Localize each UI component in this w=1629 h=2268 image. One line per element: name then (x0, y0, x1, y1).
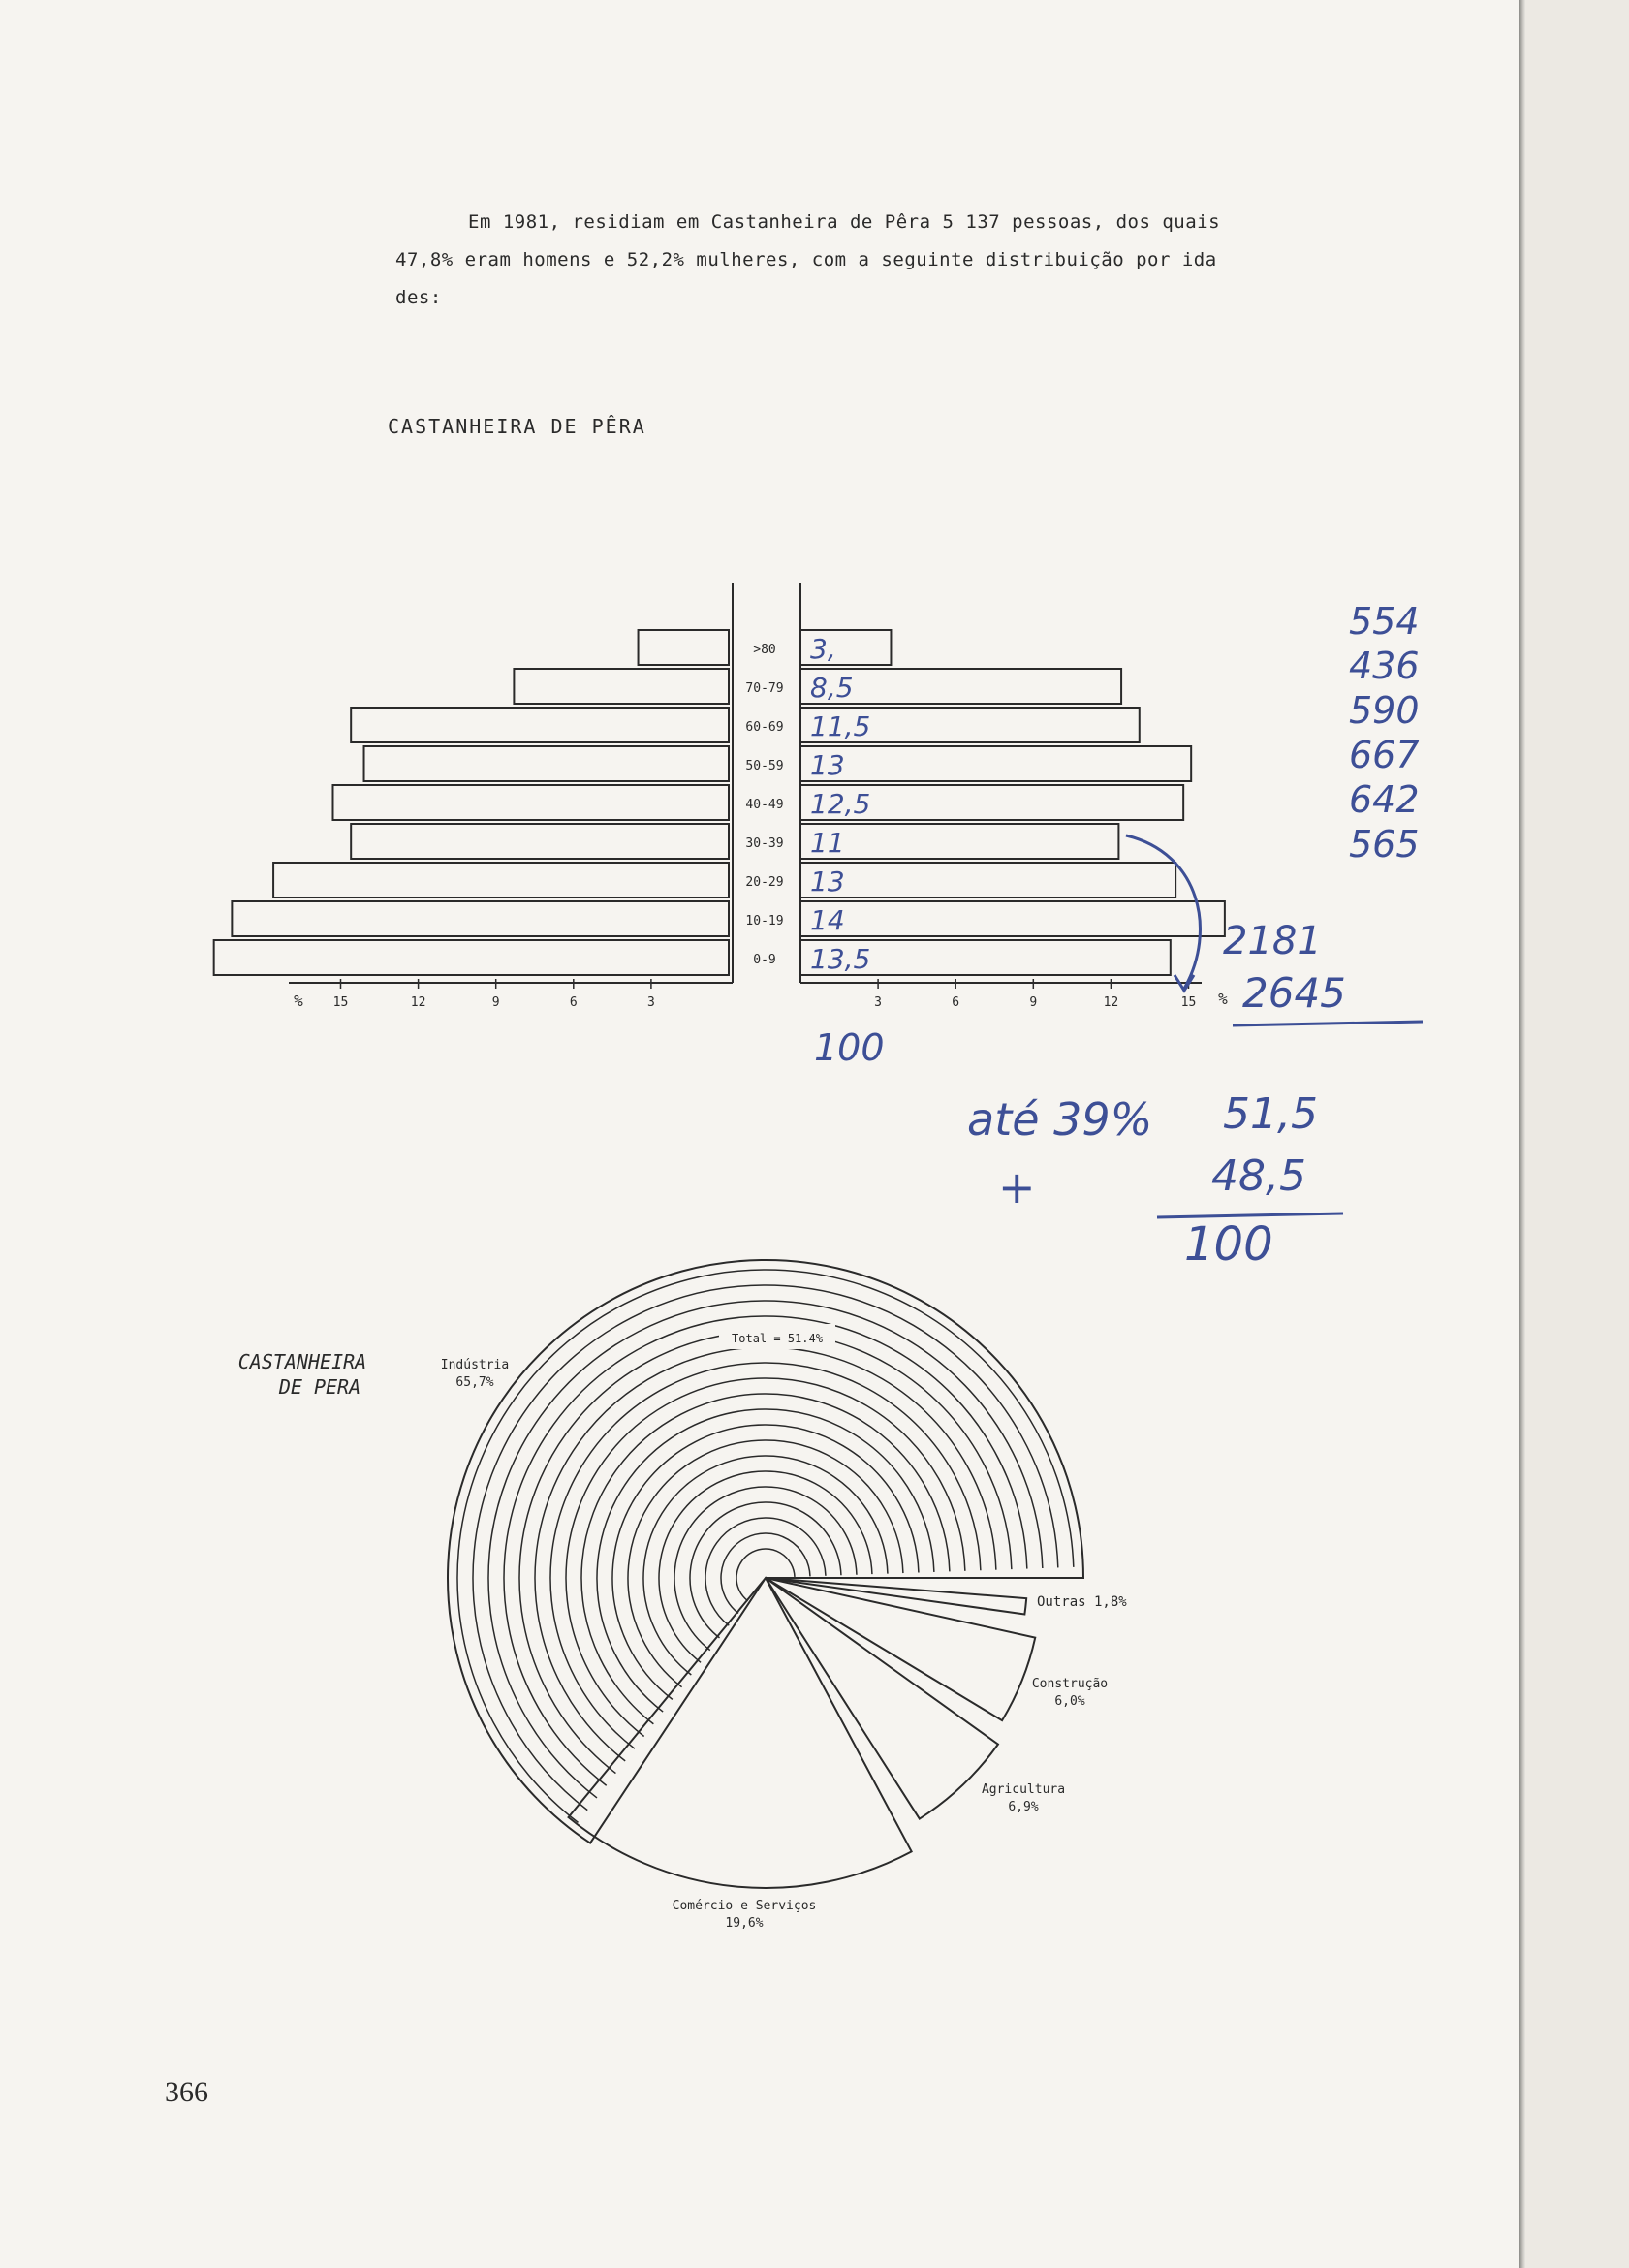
pyramid-bar-left (273, 863, 729, 898)
pie-slice-construcao (766, 1578, 1035, 1720)
handwritten-number: 642 (1349, 778, 1420, 821)
intro-line-2: 47,8% eram homens e 52,2% mulheres, com a seguinte distribuição por ida (395, 249, 1217, 270)
pie-hatching-arc (628, 1440, 903, 1687)
handwritten-value-a: 51,5 (1223, 1089, 1318, 1139)
pie-slice-outras (766, 1578, 1026, 1614)
age-group-label: 30-39 (745, 836, 784, 851)
x-tick-label: 12 (1103, 995, 1119, 1010)
pyramid-bar-left (232, 901, 729, 936)
pie-value-construcao: 6,0% (1054, 1694, 1085, 1709)
intro-line-3: des: (395, 287, 442, 308)
pie-title-line-1: CASTANHEIRA (237, 1350, 367, 1373)
pie-hatching-arc (504, 1316, 1027, 1785)
handwritten-pyramid-total: 100 (814, 1026, 885, 1069)
handwritten-number: 554 (1349, 600, 1420, 643)
pyramid-bar-right (800, 863, 1175, 898)
pyramid-bar-left (332, 785, 729, 820)
x-tick-label: 9 (1029, 995, 1038, 1010)
pie-hatching-arc (581, 1394, 950, 1724)
pyramid-title: CASTANHEIRA DE PÊRA (388, 415, 646, 438)
age-group-label: 40-49 (745, 798, 784, 812)
pyramid-bar-left (639, 630, 729, 665)
pie-label-construcao: Construção (1031, 1677, 1109, 1691)
handwritten-bar-annotation: 13 (810, 749, 845, 781)
pyramid-bar-left (351, 708, 729, 742)
handwritten-note: até 39% (967, 1093, 1153, 1146)
pie-value-industria: 65,7% (455, 1375, 494, 1390)
x-tick-label: 3 (874, 995, 883, 1010)
pie-hatching-arc (674, 1487, 857, 1651)
page-number: 366 (165, 2076, 208, 2108)
handwritten-number: 565 (1349, 823, 1420, 866)
pie-label-industria: Indústria (440, 1358, 510, 1372)
pyramid-bar-left (214, 940, 729, 975)
x-tick-label: 15 (1180, 995, 1197, 1010)
age-group-label: 60-69 (745, 720, 784, 735)
age-group-label: 0-9 (753, 953, 776, 967)
handwritten-bar-annotation: 14 (810, 904, 845, 936)
handwritten-bar-annotation: 12,5 (810, 788, 871, 820)
x-axis-unit-left: % (294, 992, 303, 1010)
handwritten-number: 590 (1349, 689, 1420, 732)
pyramid-bar-right (800, 824, 1118, 859)
handwritten-number: 667 (1349, 734, 1420, 776)
x-tick-label: 9 (491, 995, 500, 1010)
pyramid-bar-left (364, 746, 729, 781)
age-group-label: 20-29 (745, 875, 784, 890)
age-group-label: 10-19 (745, 914, 784, 929)
pie-hatching-arc (457, 1270, 1074, 1822)
age-group-label: 50-59 (745, 759, 784, 773)
pie-slice-agricultura (766, 1578, 998, 1819)
x-tick-label: 12 (410, 995, 426, 1010)
handwritten-value-b: 48,5 (1211, 1151, 1306, 1201)
x-tick-label: 3 (646, 995, 655, 1010)
intro-line-1: Em 1981, residiam em Castanheira de Pêra 5 137 pessoas, dos quais (468, 211, 1221, 233)
x-tick-label: 15 (332, 995, 349, 1010)
age-group-label: >80 (753, 643, 776, 657)
pyramid-bar-right (800, 746, 1191, 781)
handwritten-sum-bottom: 2645 (1242, 969, 1346, 1017)
handwritten-sum-top: 2181 (1223, 919, 1322, 963)
handwritten-column (1349, 599, 1456, 866)
pie-label-outras: Outras 1,8% (1037, 1594, 1127, 1610)
pie-total-label: Total = 51.4% (732, 1332, 823, 1345)
pie-label-agricultura: Agricultura (981, 1782, 1066, 1797)
handwritten-bar-annotation: 11 (810, 827, 845, 859)
pyramid-bar-left (351, 824, 729, 859)
pyramid-bar-left (514, 669, 729, 704)
pie-value-agricultura: 6,9% (1008, 1800, 1039, 1814)
handwritten-bar-annotation: 11,5 (810, 710, 871, 742)
pie-label-comercio: Comércio e Serviços (672, 1899, 817, 1913)
age-group-label: 70-79 (745, 681, 784, 696)
pie-hatching-arc (612, 1425, 919, 1699)
x-tick-label: 6 (569, 995, 578, 1010)
x-axis-unit-right: % (1218, 990, 1228, 1008)
handwritten-bar-annotation: 13 (810, 866, 845, 898)
handwritten-brace (1126, 835, 1200, 989)
handwritten-bar-annotation: 3, (810, 633, 836, 665)
pie-hatching-arc (550, 1363, 981, 1748)
x-tick-label: 6 (952, 995, 960, 1010)
pie-hatching-arc (690, 1502, 841, 1638)
handwritten-underline-sum (1233, 1022, 1423, 1025)
pie-title-line-2: DE PERA (278, 1375, 361, 1399)
pie-hatching-arc (566, 1378, 965, 1736)
pie-hatching-arc (597, 1409, 934, 1712)
population-pyramid (214, 583, 1229, 1069)
pie-hatching-arc (473, 1285, 1058, 1811)
sector-half-pie (238, 1260, 1128, 1931)
pie-value-comercio: 19,6% (725, 1916, 764, 1931)
pyramid-bar-right (800, 901, 1225, 936)
handwritten-total: 100 (1184, 1217, 1273, 1272)
handwritten-plus: + (998, 1161, 1036, 1213)
handwritten-number: 436 (1349, 645, 1420, 687)
handwritten-bar-annotation: 13,5 (810, 943, 871, 975)
handwritten-bar-annotation: 8,5 (810, 672, 854, 704)
